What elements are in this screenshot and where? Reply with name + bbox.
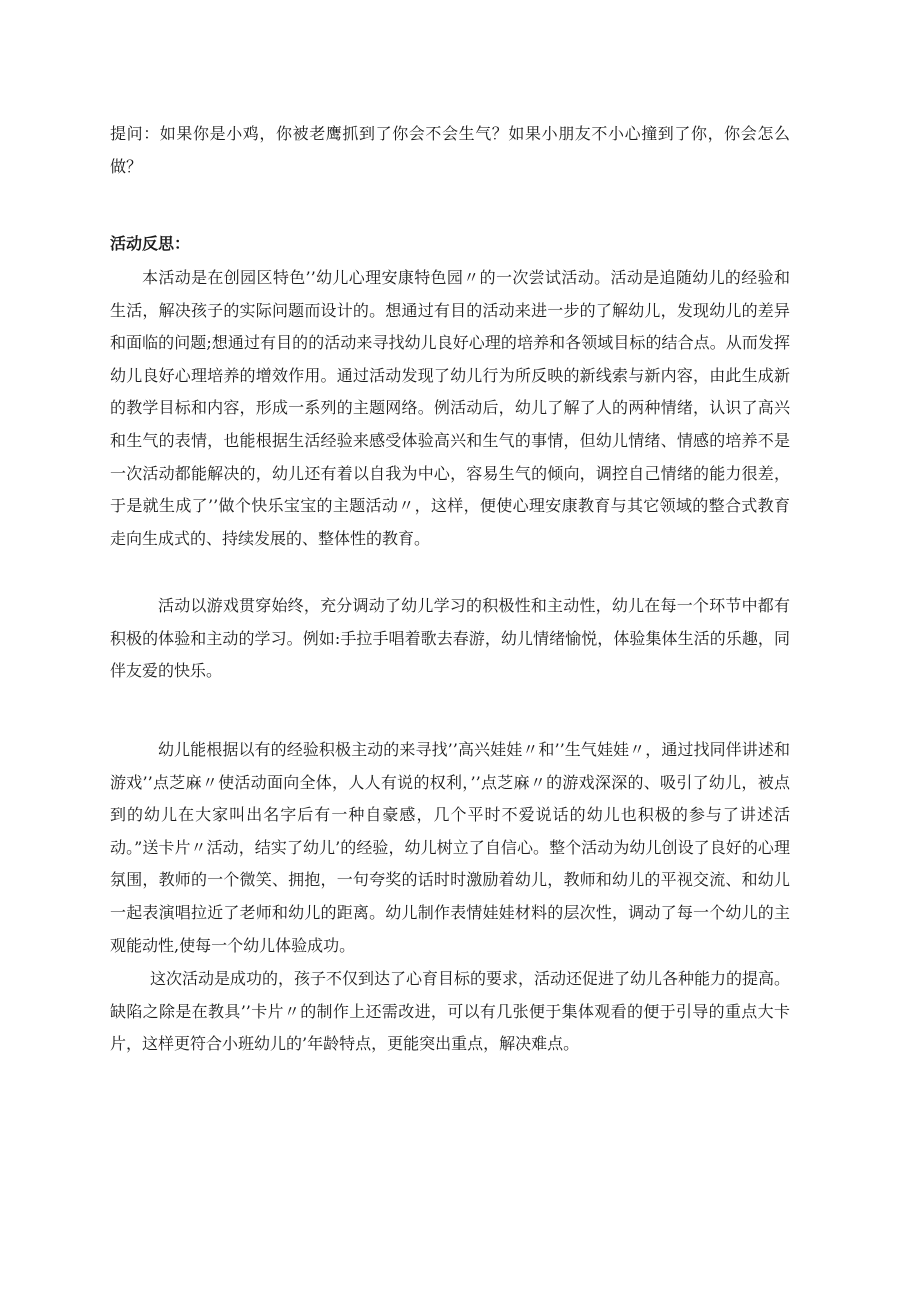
reflection-paragraph-1: 本活动是在创园区特色’’幼儿心理安康特色园〃的一次尝试活动。活动是追随幼儿的经验和生活，解决孩子的实际问题而设计的。想通过有目的活动来进一步的了解幼儿，发现幼儿的差异和面临的问题;想通过有目的的活动来寻找幼儿良好心理的培养和各领域目标的结合点。从而发挥幼儿良好心理培养的增效作用。通过活动发现了幼儿行为所反映的新线索与新内容，由此生成新的教学目标和内容，形成一系列的主题网络。例活动后，幼儿了解了人的两种情绪，认识了高兴和生气的表情，也能根据生活经验来感受体验高兴和生气的事情，但幼儿情绪、情感的培养不是一次活动都能解决的，幼儿还有着以自我为中心，容易生气的倾向，调控自己情绪的能力很差，于是就生成了’’做个快乐宝宝的主题活动〃，这样，便使心理安康教育与其它领域的整合式教育走向生成式的、持续发展的、整体性的教育。 bbox=[110, 268, 790, 548]
question-paragraph: 提问：如果你是小鸡，你被老鹰抓到了你会不会生气？如果小朋友不小心撞到了你，你会怎么做？ bbox=[110, 124, 790, 176]
reflection-paragraph-4: 这次活动是成功的，孩子不仅到达了心育目标的要求，活动还促进了幼儿各种能力的提高。缺陷之除是在教具’’卡片〃的制作上还需改进，可以有几张便于集体观看的便于引导的重点大卡片，这样更符合小班幼儿的’年龄特点，更能突出重点，解决难点。 bbox=[110, 969, 791, 1054]
reflection-paragraph-2: 活动以游戏贯穿始终，充分调动了幼儿学习的积极性和主动性，幼儿在每一个环节中都有积极的体验和主动的学习。例如:手拉手唱着歌去春游，幼儿情绪愉悦，体验集体生活的乐趣，同伴友爱的快乐。 bbox=[110, 596, 790, 681]
reflection-paragraph-3: 幼儿能根据以有的经验积极主动的来寻找’’高兴娃娃〃和’’生气娃娃〃，通过找同伴讲述和游戏’’点芝麻〃使活动面向全体，人人有说的权利，’’点芝麻〃的游戏深深的、吸引了幼儿，被点到的幼儿在大家叫出名字后有一种自豪感，几个平时不爱说话的幼儿也积极的参与了讲述活动。”送卡片〃活动，结实了幼儿’的经验，幼儿树立了自信心。整个活动为幼儿创设了良好的心理氛围，教师的一个微笑、拥抱，一句夸奖的话时时激励着幼儿，教师和幼儿的平视交流、和幼儿一起表演唱拉近了老师和幼儿的距离。幼儿制作表情娃娃材料的层次性，调动了每一个幼儿的主观能动性,使每一个幼儿体验成功。 bbox=[110, 740, 790, 955]
section-heading: 活动反思： bbox=[110, 234, 191, 253]
